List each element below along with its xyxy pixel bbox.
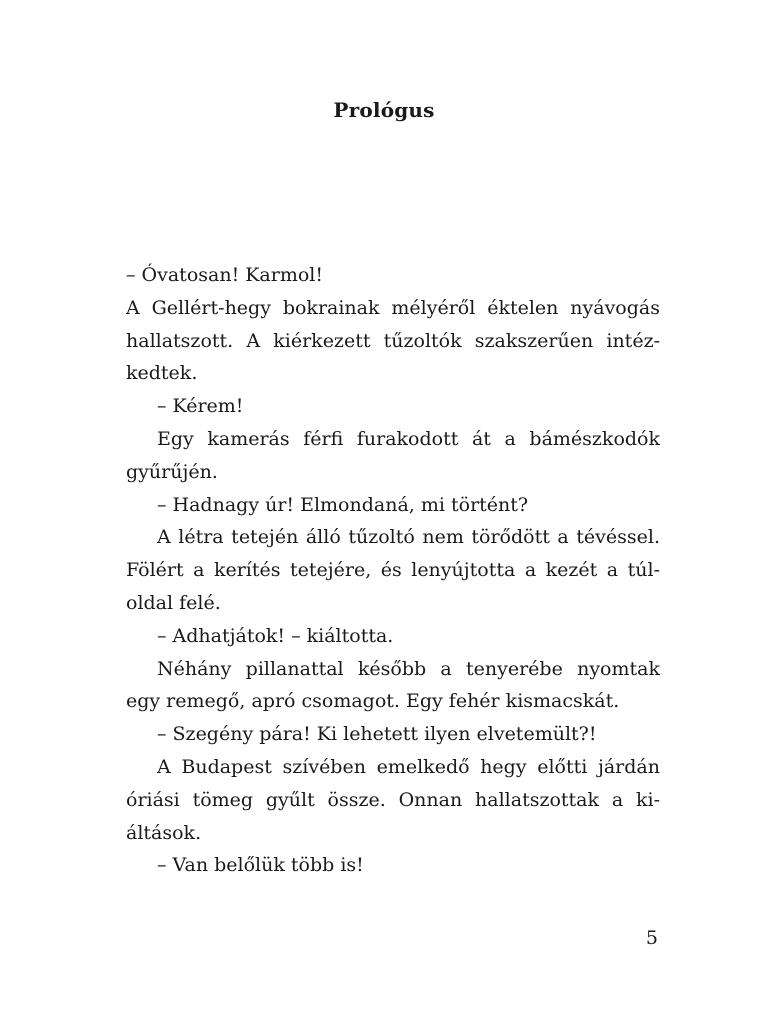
text-line: egy remegő, apró csomagot. Egy fehér kismacskát. [126,690,620,713]
text-line: A létra tetején álló tűzoltó nem törődött a tévéssel. [157,526,660,549]
page-number: 5 [645,927,658,949]
text-line: Fölért a kerítés tetejére, és lenyújtotta a kezét a túl- [126,559,660,582]
text-line: óriási tömeg gyűlt össze. Onnan hallatszottak a ki- [126,788,660,811]
text-line: A Budapest szívében emelkedő hegy előtti járdán [157,755,660,778]
text-line: – Van belőlük több is! [157,854,364,877]
chapter-title: Prológus [333,98,435,122]
text-line: áltások. [126,821,202,844]
text-line: Egy kamerás férfi furakodott át a bámészkodók [157,427,660,450]
text-line: hallatszott. A kiérkezett tűzoltók szakszerűen intéz- [126,329,660,352]
text-line: gyűrűjén. [126,460,218,483]
text-line: – Hadnagy úr! Elmondaná, mi történt? [157,493,529,516]
text-line: Néhány pillanattal később a tenyerébe nyomtak [157,657,660,680]
text-line: – Kérem! [157,395,244,418]
text-line: – Óvatosan! Karmol! [126,264,324,286]
text-line: kedtek. [126,362,198,385]
text-line: A Gellért-hegy bokrainak mélyéről éktelen nyávogás [126,296,660,319]
text-line: – Szegény pára! Ki lehetett ilyen elvetemült?! [157,723,597,746]
body-text [126,259,660,882]
text-line: oldal felé. [126,591,221,614]
text-line: – Adhatjátok! – kiáltotta. [157,624,394,647]
